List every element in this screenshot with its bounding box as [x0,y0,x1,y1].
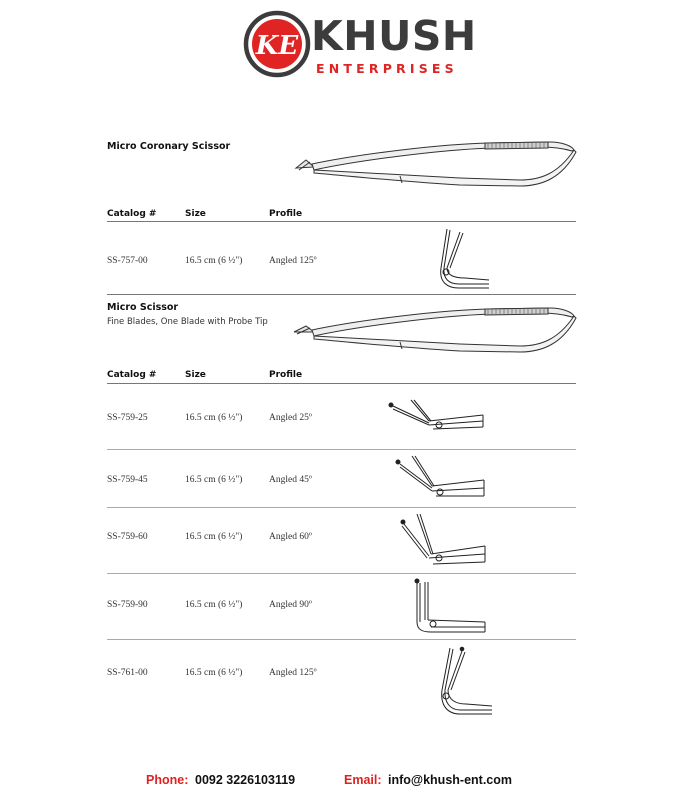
contact-footer [0,773,689,791]
header-divider [107,221,576,222]
catalog-number: SS-759-90 [107,600,148,610]
size-value: 16.5 cm (6 ½") [185,413,243,423]
size-value: 16.5 cm (6 ½") [185,532,243,542]
column-header-size: Size [185,209,206,219]
column-header-catalog: Catalog # [107,209,157,219]
profile-value: Angled 60º [269,532,312,542]
size-value: 16.5 cm (6 ½") [185,600,243,610]
catalog-number: SS-759-45 [107,475,148,485]
size-value: 16.5 cm (6 ½") [185,668,243,678]
angled-90-scissor-icon [407,576,489,636]
monogram-icon [243,10,311,78]
email-label: Email: [344,773,382,787]
phone-label: Phone: [146,773,189,787]
column-header-profile: Profile [269,209,303,219]
section-title: Micro Coronary Scissor [107,141,231,152]
micro-scissor-image [290,306,580,356]
angled-125-scissor-icon [428,644,496,722]
size-value: 16.5 cm (6 ½") [185,475,243,485]
row-divider [107,573,576,574]
coronary-scissor-image [290,140,580,190]
profile-value: Angled 125º [269,668,317,678]
brand-tagline: ENTERPRISES [316,61,458,76]
profile-value: Angled 90º [269,600,312,610]
brand-logo [243,10,477,80]
column-header-size: Size [185,370,206,380]
monogram-text: KE [255,31,299,61]
row-divider [107,507,576,508]
row-divider [107,639,576,640]
phone-number[interactable]: 0092 3226103119 [195,773,296,787]
profile-value: Angled 45º [269,475,312,485]
profile-value: Angled 25º [269,413,312,423]
angled-125-scissor-icon [425,224,495,296]
header-divider [107,383,576,384]
catalog-number: SS-757-00 [107,256,148,266]
section-title: Micro Scissor [107,302,179,313]
section-divider [107,294,576,295]
catalog-number: SS-759-60 [107,532,148,542]
column-header-profile: Profile [269,370,303,380]
angled-60-scissor-icon [395,512,489,568]
profile-value: Angled 125º [269,256,317,266]
angled-25-scissor-icon [383,397,487,437]
catalog-number: SS-761-00 [107,668,148,678]
angled-45-scissor-icon [392,452,488,504]
section-subtitle: Fine Blades, One Blade with Probe Tip [107,317,268,327]
catalog-number: SS-759-25 [107,413,148,423]
email-address[interactable]: info@khush-ent.com [388,773,512,787]
brand-name: KHUSH [311,12,477,60]
column-header-catalog: Catalog # [107,370,157,380]
size-value: 16.5 cm (6 ½") [185,256,243,266]
row-divider [107,449,576,450]
